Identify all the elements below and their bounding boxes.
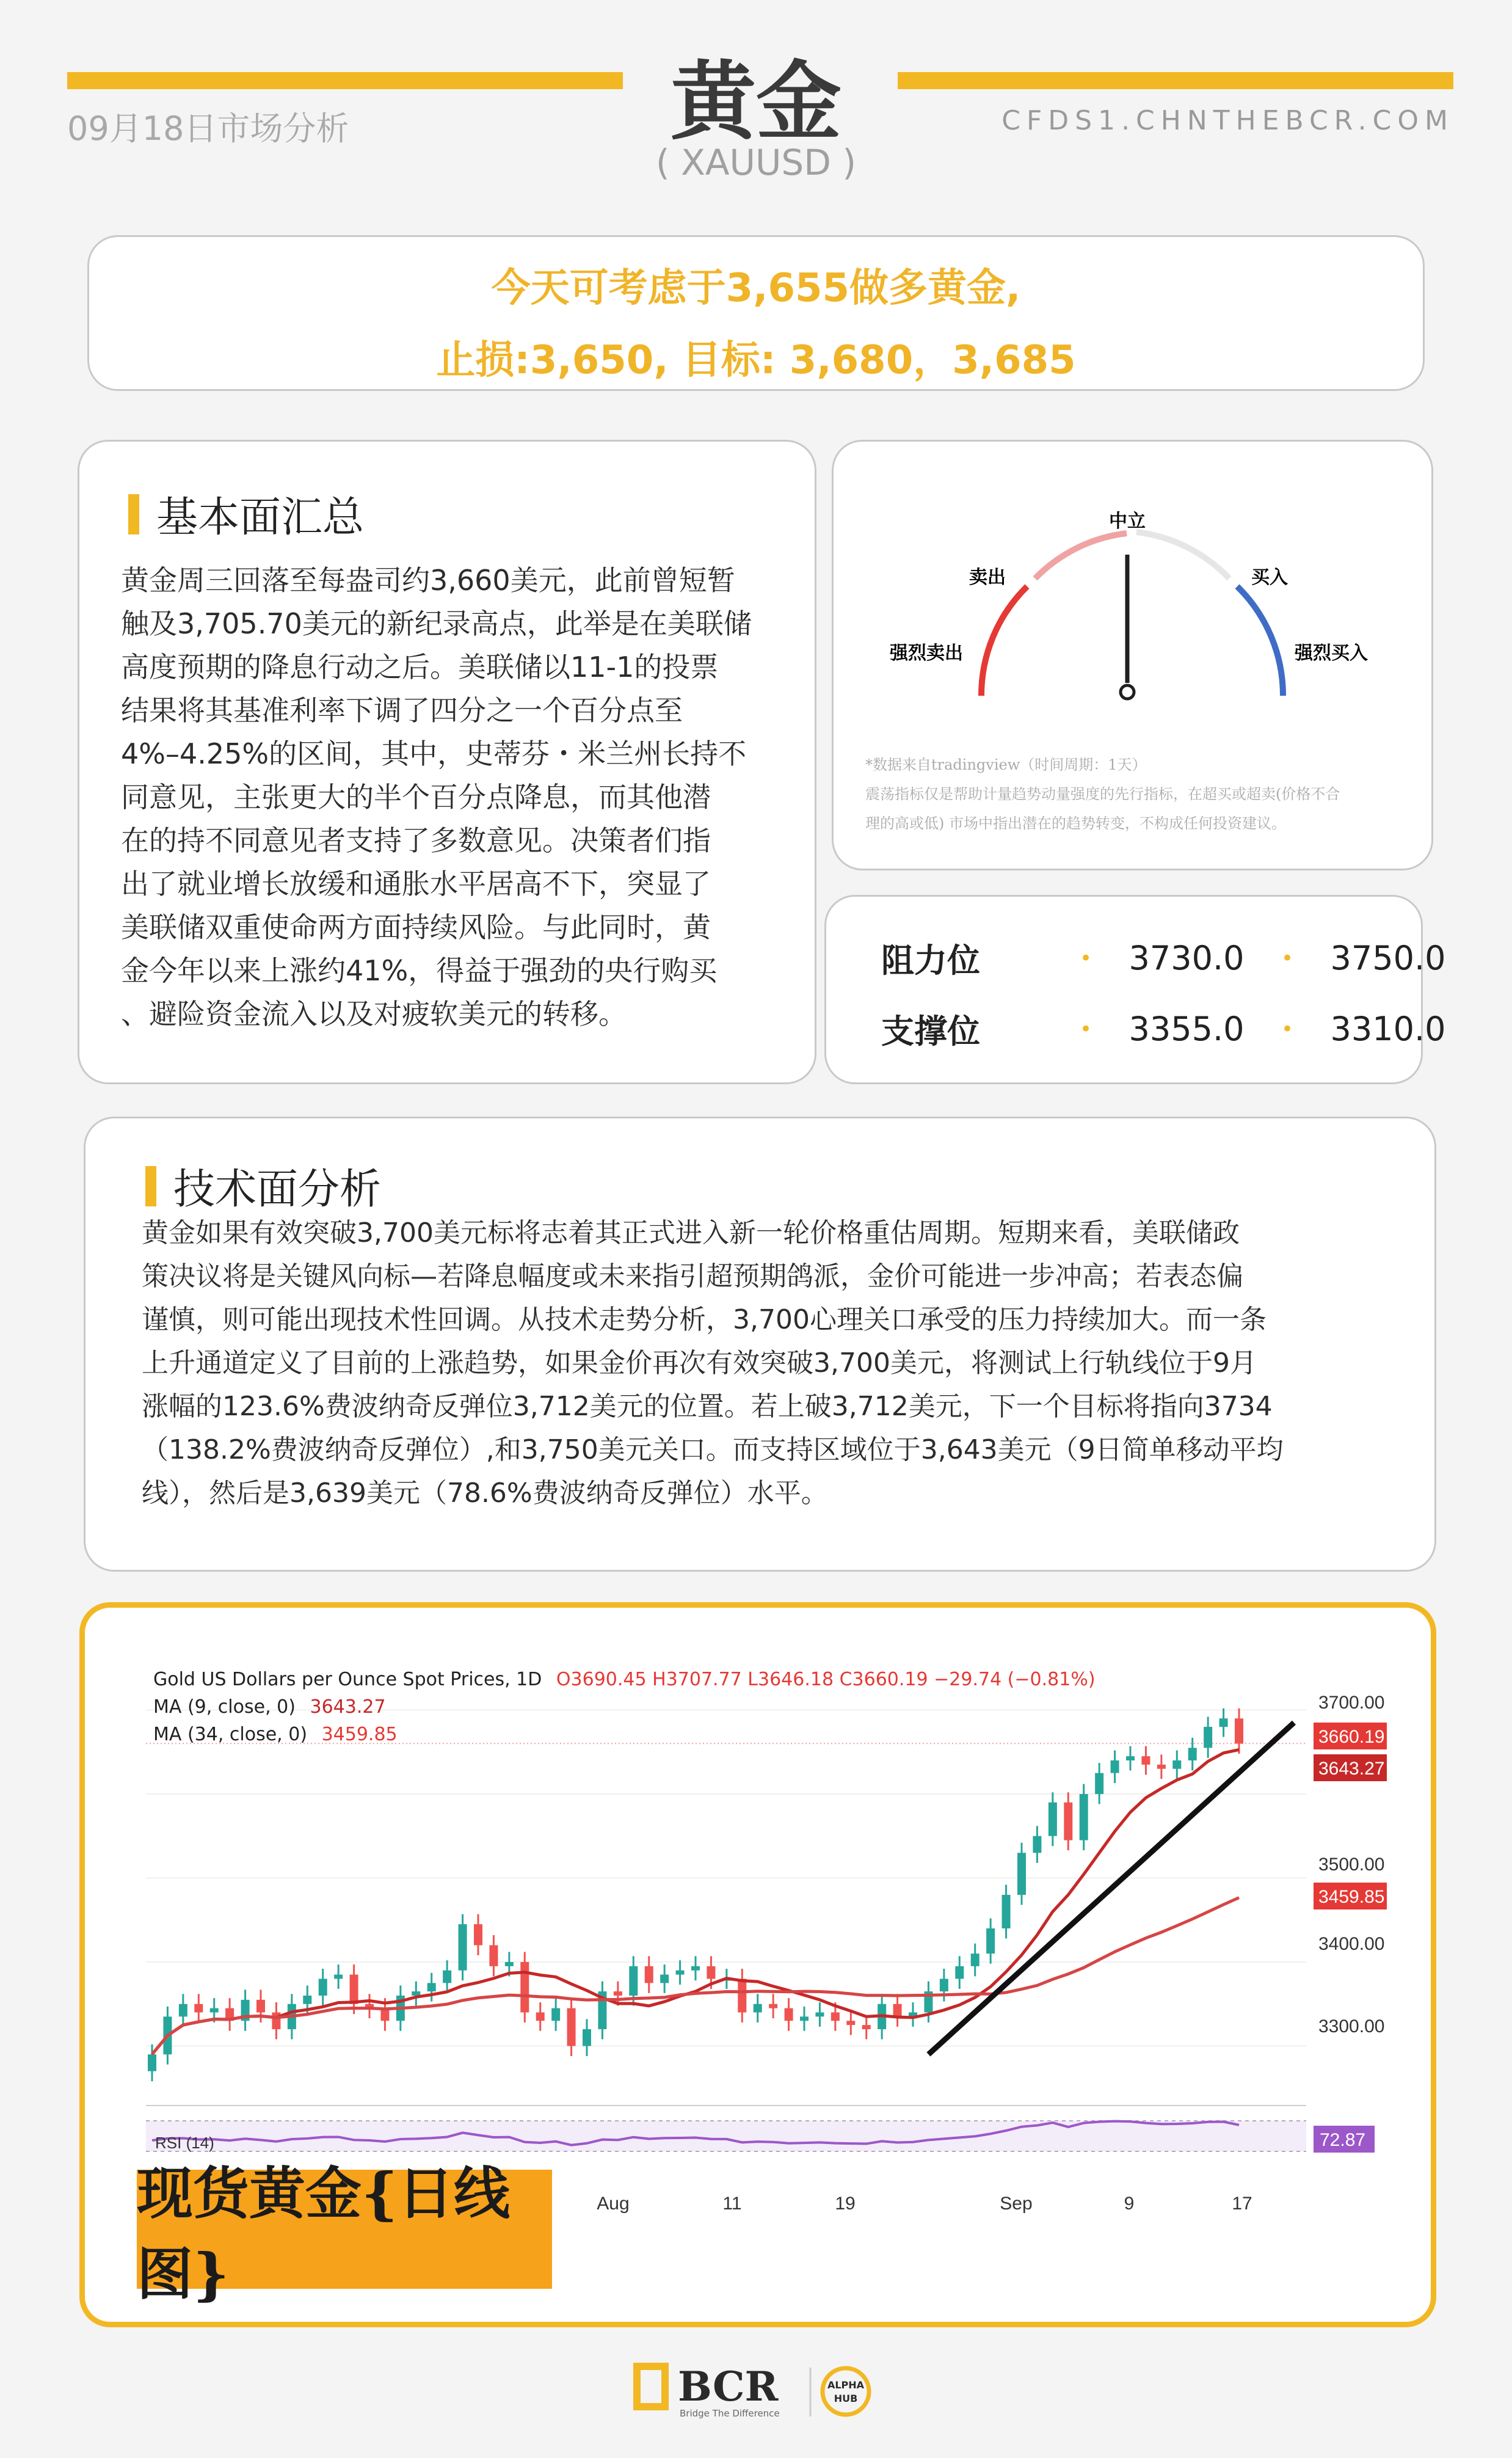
hub-text-2: HUB — [834, 2393, 858, 2404]
candle-body — [1033, 1836, 1041, 1853]
candle-body — [583, 2029, 591, 2046]
resistance-label: 阻力位 — [881, 941, 980, 980]
candle-body — [350, 1975, 358, 2004]
text-line: 谨慎，则可能出现技术性回调。从技术走势分析，3,700心理关口承受的压力持续加大。而一条 — [142, 1304, 1267, 1335]
headline-card — [87, 235, 1425, 391]
candle-body — [831, 2013, 840, 2021]
candle-body — [1002, 1895, 1011, 1928]
sentiment-gauge — [834, 442, 1435, 723]
candle-body — [738, 1979, 746, 2013]
logo-mark — [637, 2366, 665, 2407]
date-tick: 19 — [835, 2194, 856, 2214]
gauge-label-neutral: 中立 — [1109, 511, 1146, 532]
technical-heading — [145, 1156, 381, 1216]
candle-body — [520, 1962, 529, 2013]
candle-body — [505, 1962, 514, 1966]
logo-brand: BCR — [678, 2363, 779, 2410]
resistance-1: 3730.0 — [1129, 939, 1245, 977]
overlay-label-text: 现货黄金{日线图} — [137, 2160, 511, 2307]
text-line: 4%–4.25%的区间，其中，史蒂芬・米兰州长持不 — [121, 737, 747, 770]
logo-tagline: Bridge The Difference — [680, 2408, 780, 2419]
chart-legend — [153, 1669, 1096, 1745]
text-line: 黄金周三回落至每盎司约3,660美元，此前曾短暂 — [121, 564, 735, 597]
text-line: （138.2%费波纳奇反弹位）,和3,750美元关口。而支持区域位于3,643美元（9日简单移动平均 — [142, 1434, 1284, 1465]
candle-body — [862, 2025, 871, 2029]
candle-body — [1049, 1803, 1057, 1836]
date-tick: Sep — [1000, 2194, 1033, 2214]
gauge-label-strong-sell: 强烈卖出 — [890, 643, 963, 664]
candle-body — [179, 2004, 187, 2017]
candle-body — [1188, 1748, 1197, 1760]
legend-row-price — [153, 1669, 1096, 1690]
price-tick: 3300.00 — [1318, 2016, 1385, 2037]
text-line: 策决议将是关键风向标—若降息幅度或未来指引超预期鸽派，金价可能进一步冲高；若表态偏 — [142, 1261, 1243, 1292]
legend-ma9-value: 3643.27 — [310, 1696, 386, 1718]
gauge-card — [832, 440, 1433, 870]
price-tick: 3700.00 — [1318, 1693, 1385, 1713]
hub-text-1: ALPHA — [827, 2379, 865, 2391]
technical-body — [142, 1211, 1412, 1515]
candle-body — [614, 1991, 622, 1996]
date-tick: 9 — [1124, 2194, 1135, 2214]
gauge-segment-neutral — [1136, 532, 1229, 578]
candle-body — [815, 2013, 824, 2017]
gauge-label-strong-buy: 强烈买入 — [1295, 643, 1368, 664]
candle-body — [427, 1983, 436, 1991]
legend-ohlc: O3690.45 H3707.77 L3646.18 C3660.19 −29.74 (−0.81%) — [556, 1669, 1096, 1690]
legend-ma9-label: MA (9, close, 0) — [153, 1696, 296, 1718]
candle-body — [940, 1979, 948, 1992]
resistance-2: 3750.0 — [1330, 939, 1446, 977]
candle-body — [194, 2004, 203, 2013]
rsi-value-tag-text: 72.87 — [1320, 2130, 1366, 2150]
note-line: 震荡指标仅是帮助计量趋势动量强度的先行指标，在超买或超卖(价格不合 — [865, 786, 1340, 803]
candle-body — [1017, 1853, 1026, 1895]
footer-logo — [632, 2358, 901, 2425]
legend-row-ma9 — [153, 1696, 1096, 1718]
page-title: 黄金 — [670, 52, 841, 152]
text-line: 黄金如果有效突破3,700美元标将志着其正式进入新一轮价格重估周期。短期来看，美联储政 — [142, 1217, 1240, 1249]
rsi-panel — [146, 2121, 1306, 2151]
date-tick: 17 — [1232, 2194, 1252, 2214]
candle-body — [1204, 1727, 1212, 1748]
candle-body — [707, 1966, 715, 1979]
gauge-segment-strong-sell — [981, 586, 1027, 696]
text-line: 金今年以来上涨约41%，得益于强劲的央行购买 — [121, 954, 718, 987]
candle-body — [1157, 1765, 1166, 1769]
gauge-segment-buy — [1237, 586, 1283, 696]
candle-body — [1235, 1718, 1243, 1743]
text-line: 触及3,705.70美元的新纪录高点，此举是在美联储 — [121, 607, 752, 640]
gauge-segment-sell — [1035, 533, 1127, 578]
candle-body — [629, 1966, 638, 1996]
candle-body — [334, 1975, 343, 1979]
candle-body — [785, 2008, 793, 2021]
chart-overlay-label — [137, 2160, 552, 2307]
legend-row-ma34 — [153, 1724, 1096, 1745]
support-2: 3310.0 — [1330, 1010, 1446, 1048]
section-marker — [128, 494, 139, 534]
candle-body — [754, 2004, 762, 2013]
candle-body — [1111, 1760, 1119, 1773]
page-subtitle: ( XAUUSD ) — [656, 142, 856, 183]
support-label: 支撑位 — [881, 1012, 980, 1051]
text-line: 涨幅的123.6%费波纳奇反弹位3,712美元的位置。若上破3,712美元，下一个目标将指向3734 — [142, 1391, 1273, 1422]
note-line: *数据来自tradingview（时间周期：1天） — [865, 756, 1147, 773]
support-row — [881, 1005, 1467, 1052]
text-line: 高度预期的降息行动之后。美联储以11-1的投票 — [121, 651, 719, 684]
resistance-row — [881, 935, 1467, 982]
fundamentals-body — [121, 559, 799, 1036]
headline-line1: 今天可考虑于3,655做多黄金, — [491, 266, 1021, 311]
bullet-icon: • — [1281, 1016, 1294, 1041]
candle-body — [769, 2004, 777, 2008]
note-line: 理的高或低) 市场中指出潜在的趋势转变，不构成任何投资建议。 — [865, 815, 1286, 832]
candle-body — [256, 2000, 265, 2013]
candle-body — [660, 1975, 669, 1983]
technical-card — [84, 1117, 1436, 1572]
candle-body — [1080, 1794, 1088, 1840]
text-line: 上升通道定义了目前的上涨趋势，如果金价再次有效突破3,700美元，将测试上行轨线位于9月 — [142, 1348, 1257, 1379]
text-line: 结果将其基准利率下调了四分之一个百分点至 — [121, 694, 683, 727]
gauge-label-sell: 卖出 — [969, 567, 1006, 588]
report-date: 09月18日市场分析 — [67, 109, 349, 148]
rsi-band — [146, 2121, 1306, 2151]
bcr-logo-icon — [632, 2358, 901, 2425]
headline-line2: 止损:3,650, 目标: 3,680，3,685 — [436, 338, 1076, 383]
alpha-hub-ring — [823, 2368, 869, 2415]
text-line: 美联储双重使命两方面持续风险。与此同时，黄 — [121, 911, 711, 944]
candle-body — [986, 1928, 995, 1953]
candle-body — [846, 2021, 855, 2025]
candle-body — [1095, 1773, 1103, 1794]
candle-body — [1172, 1760, 1181, 1769]
candle-body — [303, 1996, 311, 2004]
levels-card — [824, 895, 1446, 1084]
rsi-label: RSI (14) — [155, 2134, 214, 2152]
text-line: 在的持不同意见者支持了多数意见。决策者们指 — [121, 824, 711, 857]
candle-body — [567, 2008, 576, 2046]
text-line: 线），然后是3,639美元（78.6%费波纳奇反弹位）水平。 — [142, 1478, 828, 1509]
candle-body — [676, 1971, 685, 1975]
candle-body — [148, 2054, 156, 2071]
candle-body — [800, 2016, 809, 2021]
candle-body — [489, 1946, 498, 1966]
ma34-price-tag-text: 3459.85 — [1318, 1887, 1385, 1907]
bullet-icon: • — [1281, 946, 1294, 971]
date-tick: Aug — [597, 2194, 630, 2214]
close-price-tag-text: 3660.19 — [1318, 1727, 1385, 1747]
support-1: 3355.0 — [1129, 1010, 1245, 1048]
candle-body — [474, 1924, 482, 1945]
candle-body — [1141, 1756, 1150, 1765]
technical-title: 技术面分析 — [173, 1165, 382, 1214]
candle-body — [971, 1953, 980, 1966]
candle-body — [1219, 1718, 1228, 1727]
bullet-icon: • — [1079, 1016, 1092, 1041]
gauge-note — [865, 750, 1415, 838]
candle-body — [645, 1966, 653, 1983]
bullet-icon: • — [1079, 946, 1092, 971]
chart-card — [79, 1602, 1436, 2327]
legend-ma34-value: 3459.85 — [321, 1724, 398, 1745]
site-url[interactable]: CFDS1.CHNTHEBCR.COM — [1001, 105, 1454, 136]
ma9-price-tag-text: 3643.27 — [1318, 1759, 1385, 1779]
fundamentals-heading — [128, 484, 364, 544]
date-tick: 11 — [722, 2194, 742, 2214]
candle-body — [459, 1924, 467, 1971]
fundamentals-card — [78, 440, 816, 1084]
price-tick: 3400.00 — [1318, 1934, 1385, 1954]
fundamentals-title: 基本面汇总 — [156, 494, 365, 542]
legend-symbol: Gold US Dollars per Ounce Spot Prices, 1D — [153, 1669, 542, 1690]
candle-body — [443, 1971, 451, 1983]
candle-body — [955, 1966, 964, 1979]
gauge-pivot — [1121, 685, 1134, 699]
gauge-label-buy: 买入 — [1251, 567, 1288, 588]
text-line: 、避险资金流入以及对疲软美元的转移。 — [121, 997, 627, 1030]
candle-body — [893, 2004, 902, 2017]
candle-body — [551, 2008, 560, 2021]
candle-body — [210, 2008, 219, 2013]
candle-body — [412, 1991, 420, 1996]
candle-body — [1064, 1803, 1072, 1840]
text-line: 同意见，主张更大的半个百分点降息，而其他潜 — [121, 781, 711, 814]
legend-ma34-label: MA (34, close, 0) — [153, 1724, 308, 1745]
candle-body — [1126, 1756, 1135, 1760]
price-tick: 3500.00 — [1318, 1854, 1385, 1875]
section-marker — [145, 1166, 156, 1206]
candle-body — [691, 1966, 700, 1971]
candle-body — [536, 2013, 545, 2021]
candle-body — [319, 1979, 327, 1996]
text-line: 出了就业增长放缓和通胀水平居高不下，突显了 — [121, 867, 711, 900]
